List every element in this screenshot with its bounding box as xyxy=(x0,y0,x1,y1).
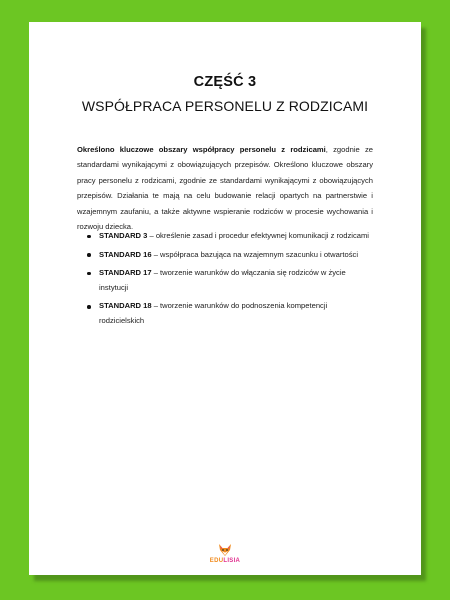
section-title: WSPÓŁPRACA PERSONELU Z RODZICAMI xyxy=(81,98,369,114)
list-item xyxy=(87,248,373,263)
fox-icon xyxy=(217,543,233,557)
standard-text: – współpraca bazująca na wzajemnym szacunku i otwartości xyxy=(151,249,359,259)
standard-text: – tworzenie warunków do podnoszenia kompetencji rodzicielskich xyxy=(99,301,328,325)
document-page xyxy=(29,22,421,575)
bullet-icon xyxy=(87,272,91,276)
standards-list xyxy=(87,229,373,333)
list-item xyxy=(87,266,373,295)
logo-text-lisia: LISIA xyxy=(223,558,241,564)
bullet-icon xyxy=(87,305,91,309)
standard-text: – tworzenie warunków do włączania się rodziców w życie instytucji xyxy=(99,268,346,292)
intro-paragraph xyxy=(77,142,373,234)
bullet-icon xyxy=(87,253,91,257)
standard-text: – określenie zasad i procedur efektywnej komunikacji z rodzicami xyxy=(147,231,369,240)
part-title: CZĘŚĆ 3 xyxy=(193,74,257,90)
intro-text: , zgodnie ze standardami wynikającymi z obowiązujących przepisów. Określono kluczowe obszary pracy personelu z rodzicami, zgodnie ze standardami wynikającymi z obowiązujących przepisów. Działania te mają na celu budowanie relacji opartych na partnerstwie i wzajemnym zaufaniu, a także aktywne wspieranie rodziców w procesie wychowania i rozwoju dziecka. xyxy=(77,145,373,232)
intro-bold-lead: Określono kluczowe obszary współpracy personelu z rodzicami xyxy=(77,145,326,154)
list-item xyxy=(87,229,373,244)
logo-text xyxy=(29,558,421,564)
standard-label: STANDARD 17 xyxy=(99,268,152,278)
standard-label: STANDARD 18 xyxy=(99,301,152,311)
standard-label: STANDARD 3 xyxy=(99,231,148,240)
standard-label: STANDARD 16 xyxy=(99,249,152,259)
bullet-icon xyxy=(87,235,91,239)
logo-text-edu: EDU xyxy=(209,558,224,564)
list-item xyxy=(87,299,373,328)
edulisia-logo xyxy=(29,543,421,564)
